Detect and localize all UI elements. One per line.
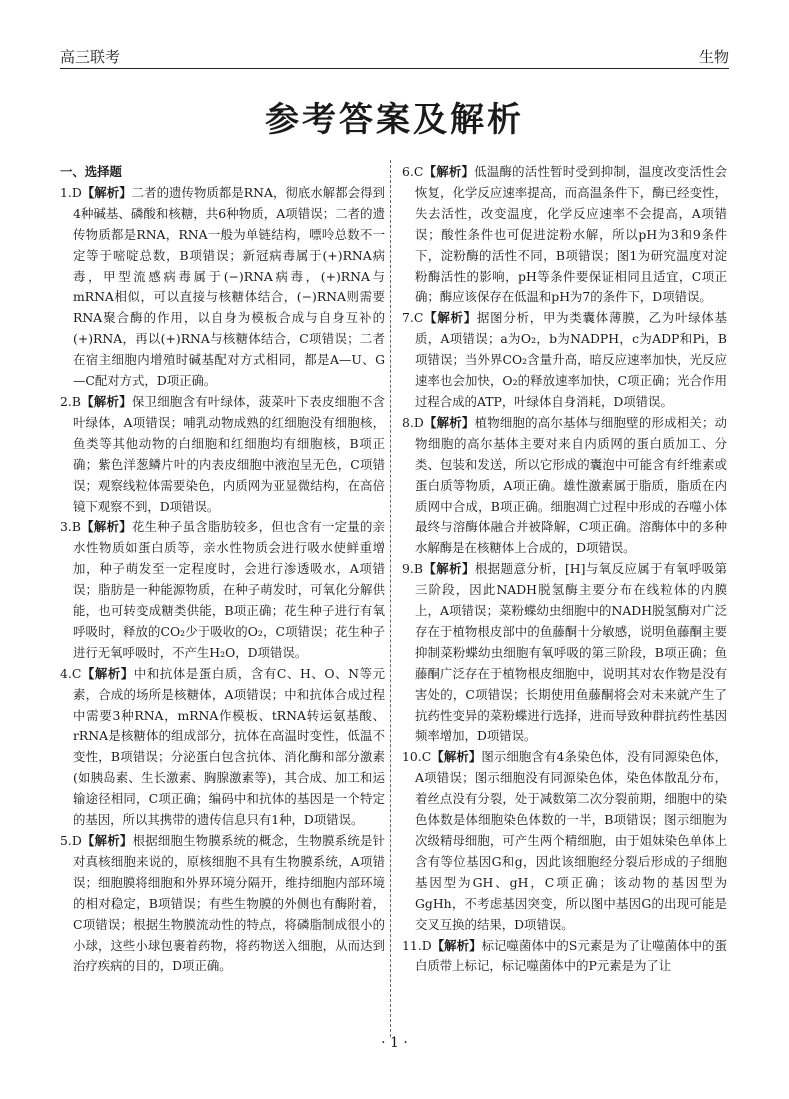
answer-item bbox=[60, 664, 385, 831]
analysis-tag: 【解析】 bbox=[431, 937, 482, 953]
answer-explanation: 中和抗体是蛋白质，含有C、H、O、N等元素，合成的场所是核糖体，A项错误；中和抗体合成过程中需要3种RNA，mRNA作模板、tRNA转运氨基酸、rRNA是核糖体的组成部分，抗体在高温时变性，低温不变性，B项错误；分泌蛋白包含抗体、消化酶和部分激素(如胰岛素、生长激素、胸腺激素等)，其合成、加工和运输途径相同，C项正确；编码中和抗体的基因是一个特定的基因，所以其携带的遗传信息只有1种，D项错误。 bbox=[73, 665, 385, 828]
answer-item bbox=[60, 183, 385, 392]
answer-number: 7.C bbox=[402, 310, 424, 326]
answer-number: 11.D bbox=[402, 937, 432, 953]
answer-number: 9.B bbox=[402, 561, 423, 577]
answer-item bbox=[402, 559, 727, 747]
analysis-tag: 【解析】 bbox=[81, 665, 134, 681]
analysis-tag: 【解析】 bbox=[431, 749, 482, 765]
answer-number: 10.C bbox=[402, 749, 432, 765]
answer-explanation: 根据题意分析，[H]与氧反应属于有氧呼吸第三阶段，因此NADH脱氢酶主要分布在线粒体的内膜上，A项错误；菜粉蝶幼虫细胞中的NADH脱氢酶对广泛存在于植物根皮部中的鱼藤酮十分敏感，说明鱼藤酮主要抑制菜粉蝶幼虫细胞有氧呼吸的第三阶段，B项正确；鱼藤酮广泛存在于植物根皮细胞中，说明其对农作物是没有害处的，C项错误；长期使用鱼藤酮将会对未来就产生了抗药性变异的菜粉蝶进行选择，进而导致种群抗药性基因频率增加，D项错误。 bbox=[415, 561, 727, 744]
answer-item bbox=[402, 308, 727, 413]
analysis-tag: 【解析】 bbox=[80, 393, 132, 409]
left-column bbox=[60, 162, 385, 977]
analysis-tag: 【解析】 bbox=[81, 184, 132, 200]
answer-explanation: 植物细胞的高尔基体与细胞壁的形成相关；动物细胞的高尔基体主要对来自内质网的蛋白质加工、分类、包装和发送，所以它形成的囊泡中可能含有纤维素或蛋白质等物质，A项正确。雄性激素属于脂质，脂质在内质网中合成，B项正确。细胞凋亡过程中形成的吞噬小体最终与溶酶体融合并被降解，C项正确。溶酶体中的多种水解酶是在核糖体上合成的，D项错误。 bbox=[415, 414, 728, 556]
page-number: · 1 · bbox=[381, 1035, 408, 1051]
answer-number: 3.B bbox=[60, 519, 81, 535]
answer-explanation: 低温酶的活性暂时受到抑制，温度改变活性会恢复，化学反应速率提高，而高温条件下，酶已经变性，失去活性，改变温度，化学反应速率不会提高，A项错误；酸性条件也可促进淀粉水解，所以pH为3和9条件下，淀粉酶的活性不同，B项错误；图1为研究温度对淀粉酶活性的影响，pH等条件要保证相同且适宜，C项正确；酶应该保存在低温和pH为7的条件下，D项错误。 bbox=[415, 164, 728, 305]
answer-item bbox=[60, 392, 385, 517]
page-title: 参考答案及解析 bbox=[265, 100, 524, 140]
answer-number: 4.C bbox=[60, 665, 82, 681]
answer-item bbox=[60, 517, 385, 663]
answer-explanation: 据图分析，甲为类囊体薄膜，乙为叶绿体基质，A项错误；a为O₂，b为NADPH，c为ADP和Pi，B项错误；当外界CO₂含量升高，暗反应速率加快，光反应速率也会加快，O₂的释放速率加快，C项正确；光合作用过程合成的ATP，叶绿体自身消耗，D项错误。 bbox=[415, 310, 728, 409]
answer-number: 1.D bbox=[60, 184, 82, 200]
header-exam-name: 高三联考 bbox=[60, 48, 121, 66]
answer-item bbox=[60, 831, 385, 977]
answer-explanation: 图示细胞含有4条染色体，没有同源染色体，A项错误；图示细胞没有同源染色体，染色体散乱分布，着丝点没有分裂，处于减数第二次分裂前期，细胞中的染色体数是体细胞染色体数的一半，B项错误；图示细胞为次级精母细胞，可产生两个精细胞，由于姐妹染色单体上含有等位基因G和g，因此该细胞经分裂后形成的子细胞基因型为GH、gH，C项正确；该动物的基因型为GgHh，不考虑基因突变，所以图中基因G的出现可能是交叉互换的结果，D项错误。 bbox=[415, 749, 728, 932]
section-heading: 一、选择题 bbox=[60, 164, 122, 179]
answer-number: 5.D bbox=[60, 833, 82, 848]
answer-item bbox=[402, 162, 727, 308]
answer-number: 8.D bbox=[402, 414, 424, 430]
left-question-list bbox=[60, 183, 385, 977]
analysis-tag: 【解析】 bbox=[422, 561, 475, 577]
right-question-list bbox=[402, 162, 727, 977]
analysis-tag: 【解析】 bbox=[80, 519, 132, 535]
answer-explanation: 二者的遗传物质都是RNA，彻底水解都会得到4种碱基、磷酸和核糖，共6种物质，A项错误；二者的遗传物质都是RNA，RNA一般为单链结构，嘌呤总数不一定等于嘧啶总数，B项错误；新冠病毒属于(+)RNA病毒，甲型流感病毒属于(−)RNA病毒，(+)RNA与mRNA相似，可以直接与核糖体结合，(−)RNA则需要RNA聚合酶的作用，以自身为模板合成与自身互补的(+)RNA，再以(+)RNA与核糖体结合，C项错误；二者在宿主细胞内增殖时碱基配对方式相同，都是A—U、G—C配对方式，D项正确。 bbox=[73, 184, 386, 389]
column-divider bbox=[390, 160, 391, 1037]
answer-explanation: 根据细胞生物膜系统的概念，生物膜系统是针对真核细胞来说的，原核细胞不具有生物膜系统，A项错误；细胞膜将细胞和外界环境分隔开，维持细胞内部环境的相对稳定，B项错误；有些生物膜的外侧也有酶附着，C项错误；根据生物膜流动性的特点，将磷脂制成很小的小球，这些小球包裹着药物，将药物送入细胞，从而达到治疗疾病的目的，D项正确。 bbox=[73, 833, 386, 974]
analysis-tag: 【解析】 bbox=[423, 414, 475, 430]
analysis-tag: 【解析】 bbox=[423, 310, 477, 326]
answer-explanation: 标记噬菌体中的S元素是为了让噬菌体中的蛋白质带上标记，标记噬菌体中的P元素是为了让 bbox=[415, 937, 727, 974]
answer-explanation: 保卫细胞含有叶绿体，菠菜叶下表皮细胞不含叶绿体，A项错误；哺乳动物成熟的红细胞没有细胞核，鱼类等其他动物的白细胞和红细胞均有细胞核，B项正确；紫色洋葱鳞片叶的内表皮细胞中液泡呈无色，C项错误；观察线粒体需要染色，内质网为亚显微结构，在高倍镜下观察不到，D项错误。 bbox=[73, 393, 386, 514]
page-header bbox=[60, 42, 729, 69]
answer-number: 2.B bbox=[60, 393, 81, 409]
answer-explanation: 花生种子虽含脂肪较多，但也含有一定量的亲水性物质如蛋白质等，亲水性物质会进行吸水使鲜重增加，种子萌发至一定程度时，会进行渗透吸水，A项错误；脂肪是一种能源物质，在种子萌发时，可氧化分解供能，也可转变成糖类供能，B项正确；花生种子进行有氧呼吸时，释放的CO₂少于吸收的O₂，C项错误；花生种子进行无氧呼吸时，不产生H₂O，D项错误。 bbox=[73, 519, 386, 660]
answer-item bbox=[402, 413, 727, 559]
answer-item bbox=[402, 936, 727, 978]
header-subject: 生物 bbox=[698, 48, 729, 66]
analysis-tag: 【解析】 bbox=[81, 833, 133, 848]
answer-number: 6.C bbox=[402, 164, 424, 179]
right-column bbox=[402, 162, 727, 977]
answer-item bbox=[402, 747, 727, 935]
analysis-tag: 【解析】 bbox=[423, 164, 475, 179]
